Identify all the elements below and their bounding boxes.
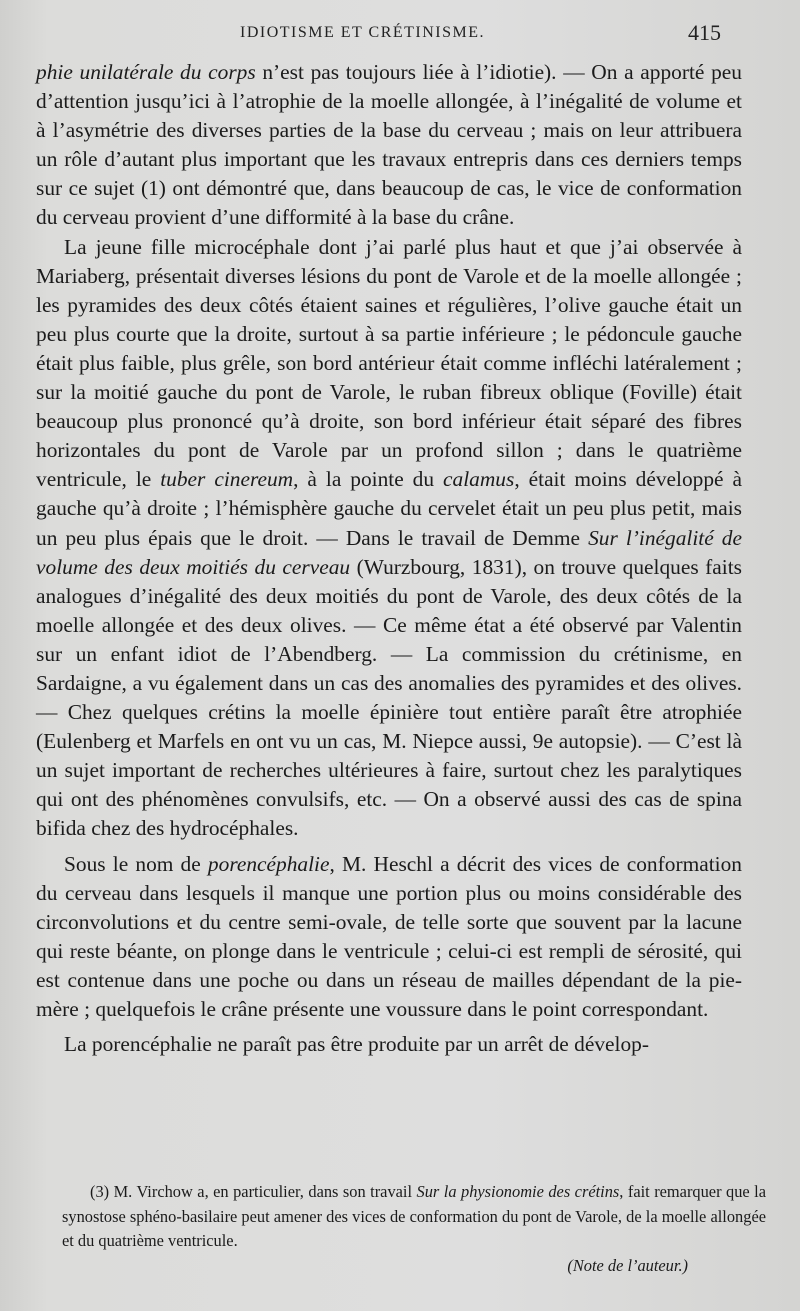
p3-segment-2: , M. Heschl a décrit des vices de conformation du cerveau dans lesquels il manque une portion plus ou moins considérable des circonvolutions et du centre semi-ovale, de telle sorte que souvent par la lacune qui reste béante, on plonge dans le ventricule ; celui-ci est rempli de sérosité, qui est contenue dans une poche ou dans un réseau de mailles dépendant de la pie-mère ; quelquefois le crâne présente une voussure dans le point correspondant. [36,851,742,1021]
paragraph-1 [36,58,742,233]
paragraph-3 [36,850,742,1025]
paragraph-4 [36,1030,742,1059]
p2-segment-1: tuber cinereum [160,467,294,492]
running-title: IDIOTISME ET CRÉTINISME. [240,24,486,41]
paragraph-2 [36,233,742,844]
body-text [36,58,742,1059]
p4-segment-0: La porencéphalie ne paraît pas être produite par un arrêt de dévelop- [64,1032,649,1057]
p1-segment-1: n’est pas toujours liée à l’idiotie). — On a apporté peu d’attention jusqu’ici à l’atrophie de la moelle allongée, à l’inégalité de volume et à l’asymétrie des diverses parties de la base du cerveau ; mais on leur attribuera un rôle d’autant plus important que les travaux entrepris dans ces derniers temps sur ce sujet (1) ont démontré que, dans beaucoup de cas, le vice de conformation du cerveau provient d’une difformité à la base du crâne. [36,60,742,230]
footnote-text [62,1180,766,1254]
footnote-segment-0: (3) M. Virchow a, en particulier, dans son travail [90,1182,417,1201]
footnote [62,1180,766,1278]
p2-segment-6: (Wurzbourg, 1831), on trouve quelques faits analogues d’inégalité des deux moitiés du pont de Varole, des deux côtés de la moelle allongée et des deux olives. — Ce même état a été observé par Valentin sur un enfant idiot de l’Abendberg. — La commission du crétinisme, en Sardaigne, a vu également dans un cas des anomalies des pyramides et des olives. — Chez quelques crétins la moelle épinière tout entière paraît être atrophiée (Eulenberg et Marfels en ont vu un cas, M. Niepce aussi, 9e autopsie). — C’est là un sujet important de recherches ultérieures à faire, surtout chez les paralytiques qui ont des phénomènes convulsifs, etc. — On a observé aussi des cas de spina bifida chez des hydrocéphales. [36,554,743,841]
p2-segment-0: La jeune fille microcéphale dont j’ai parlé plus haut et que j’ai observée à Mariaberg, présentait diverses lésions du pont de Varole et de la moelle allongée ; les pyramides des deux côtés étaient saines et régulières, l’olive gauche était un peu plus courte que la droite, surtout à sa partie inférieure ; le pédoncule gauche était plus faible, plus grêle, son bord antérieur était comme infléchi latéralement ; sur la moitié gauche du pont de Varole, le ruban fibreux oblique (Foville) était beaucoup plus prononcé qu’à droite, son bord inférieur était séparé des fibres horizontales du pont de Varole par un profond sillon ; dans le quatrième ventricule, le [36,234,742,492]
p1-segment-0: phie unilatérale du corps [36,60,256,84]
p2-segment-3: calamus [443,467,515,492]
p3-segment-1: porencéphalie [207,851,330,876]
footnote-segment-2: , fait remarquer que la synostose sphéno-basilaire peut amener des vices de conformation du pont de Varole, de la moelle allongée et du quatrième ventricule. [62,1182,767,1250]
page-number: 415 [688,20,721,45]
page-header [0,18,800,48]
p3-segment-0: Sous le nom de [64,851,208,876]
p2-segment-2: , à la pointe du [293,467,444,492]
footnote-attribution: (Note de l’auteur.) [567,1255,688,1275]
p2-segment-5: Sur l’inégalité de volume des deux moitiés du cerveau [36,525,742,579]
footnote-segment-1: Sur la physionomie des crétins [416,1182,620,1201]
p2-segment-4: , était moins développé à gauche qu’à droite ; l’hémisphère gauche du cervelet était un peu plus petit, mais un peu plus épais que le droit. — Dans le travail de Demme [36,467,742,550]
